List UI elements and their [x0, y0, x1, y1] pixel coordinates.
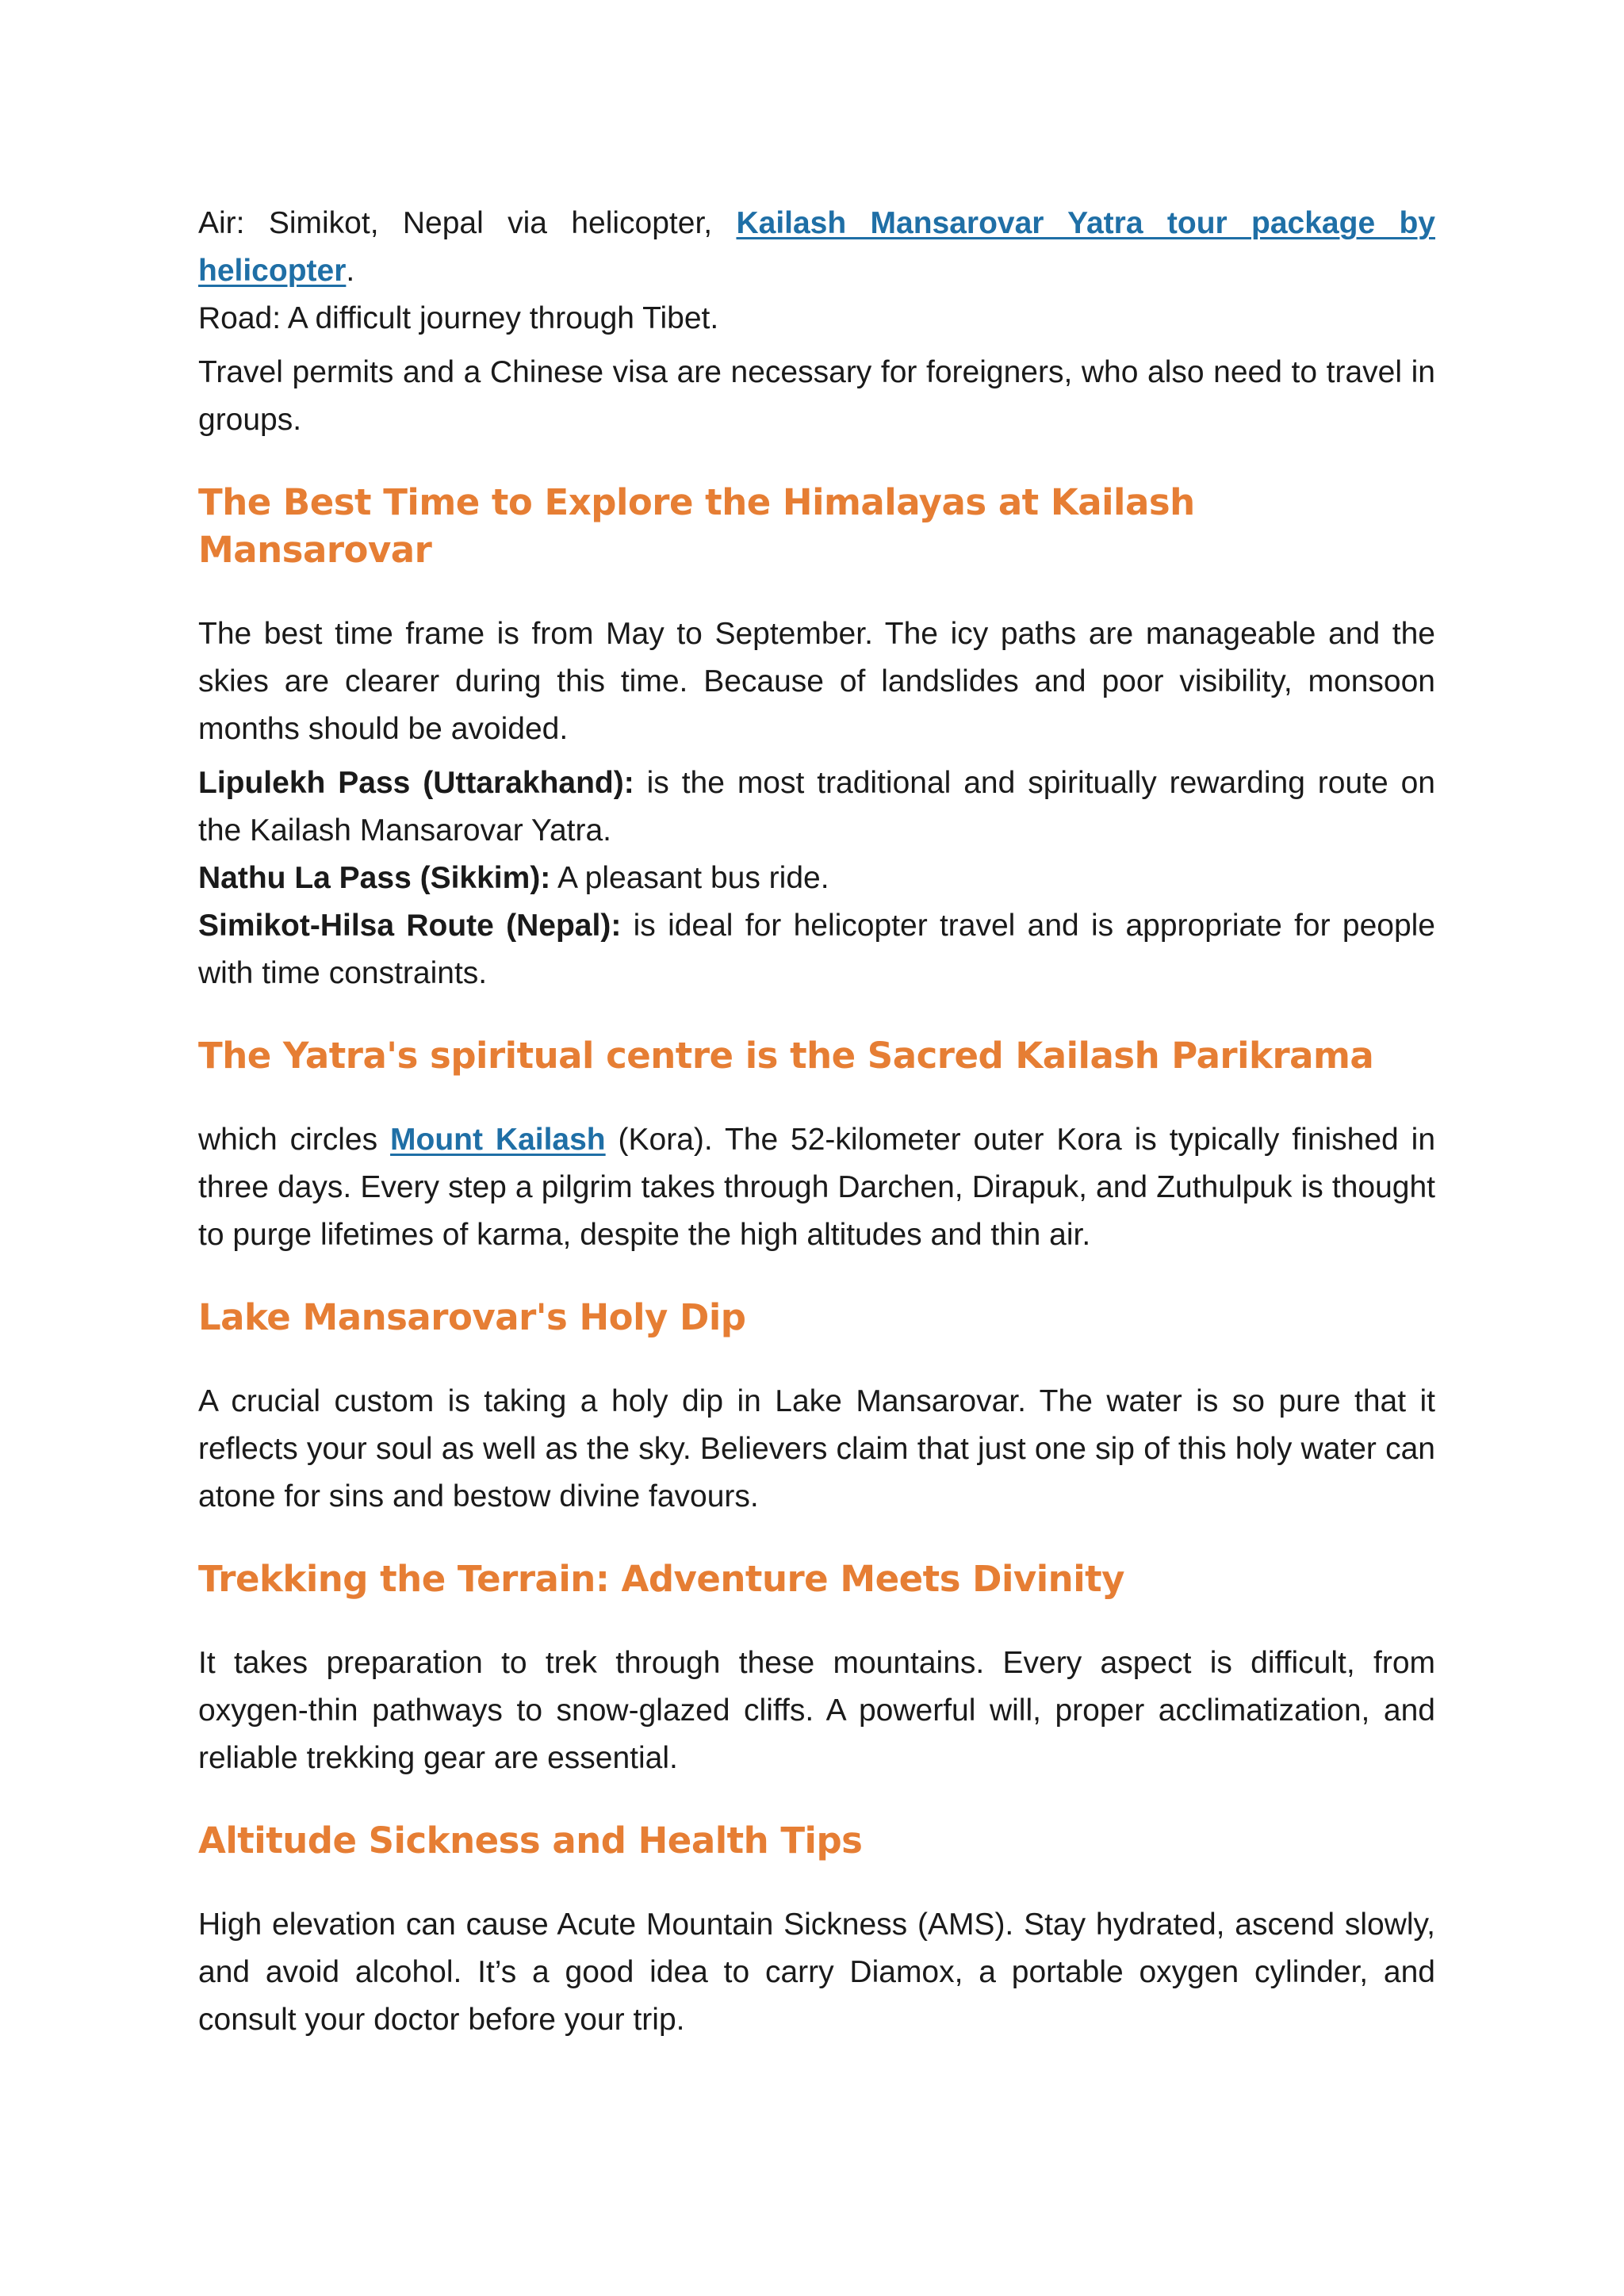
helicopter-package-link[interactable]: Kailash Mansarovar Yatra tour package by helicopter [198, 206, 1435, 288]
parikrama-paragraph [198, 1116, 1435, 1259]
parikrama-heading: The Yatra's spiritual centre is the Sacred Kailash Parikrama [198, 1035, 1374, 1077]
route-lipulekh-text: is the most traditional and spiritually rewarding route on the Kailash Mansarovar Yatra. [198, 766, 1435, 848]
holy-dip-paragraph: A crucial custom is taking a holy dip in Lake Mansarovar. The water is so pure that it reflects your soul as well as the sky. Believers claim that just one sip of this holy water can atone for sins and bestow divine favours. [198, 1384, 1435, 1513]
air-route-text: Air: Simikot, Nepal via helicopter, [198, 206, 737, 240]
best-time-heading: The Best Time to Explore the Himalayas at Kailash Mansarovar [198, 481, 1195, 571]
air-route-end: . [346, 254, 355, 288]
permits-paragraph: Travel permits and a Chinese visa are necessary for foreigners, who also need to travel in groups. [198, 355, 1435, 437]
route-nathula-text: A pleasant bus ride. [550, 861, 829, 895]
route-lipulekh [198, 760, 1435, 855]
trekking-heading: Trekking the Terrain: Adventure Meets Divinity [198, 1558, 1124, 1600]
trekking-paragraph: It takes preparation to trek through these mountains. Every aspect is difficult, from oxygen-thin pathways to snow-glazed cliffs. A powerful will, proper acclimatization, and reliable trekking gear are essential. [198, 1646, 1435, 1775]
parikrama-text-start: which circles [198, 1123, 391, 1157]
route-nathula [198, 855, 1435, 902]
road-route-paragraph: Road: A difficult journey through Tibet. [198, 301, 719, 335]
document-page [198, 200, 1435, 2044]
route-simikot-name: Simikot-Hilsa Route (Nepal): [198, 909, 622, 943]
altitude-paragraph: High elevation can cause Acute Mountain Sickness (AMS). Stay hydrated, ascend slowly, and avoid alcohol. It’s a good idea to carry Diamox, a portable oxygen cylinder, and consult your doctor before your trip. [198, 1908, 1435, 2037]
route-lipulekh-name: Lipulekh Pass (Uttarakhand): [198, 766, 634, 800]
route-simikot [198, 902, 1435, 997]
air-route-paragraph [198, 200, 1435, 295]
route-nathula-name: Nathu La Pass (Sikkim): [198, 861, 551, 895]
parikrama-text-end: (Kora). The 52-kilometer outer Kora is typically finished in three days. Every step a pilgrim takes through Darchen, Dirapuk, and Zuthulpuk is thought to purge lifetimes of karma, despite the high altitudes and thin air. [198, 1123, 1436, 1252]
altitude-heading: Altitude Sickness and Health Tips [198, 1820, 863, 1862]
holy-dip-heading: Lake Mansarovar's Holy Dip [198, 1296, 746, 1338]
mount-kailash-link[interactable]: Mount Kailash [390, 1123, 606, 1157]
route-simikot-text: is ideal for helicopter travel and is appropriate for people with time constraints. [198, 909, 1435, 990]
best-time-paragraph: The best time frame is from May to September. The icy paths are manageable and the skies are clearer during this time. Because of landslides and poor visibility, monsoon months should be avoided. [198, 617, 1435, 746]
